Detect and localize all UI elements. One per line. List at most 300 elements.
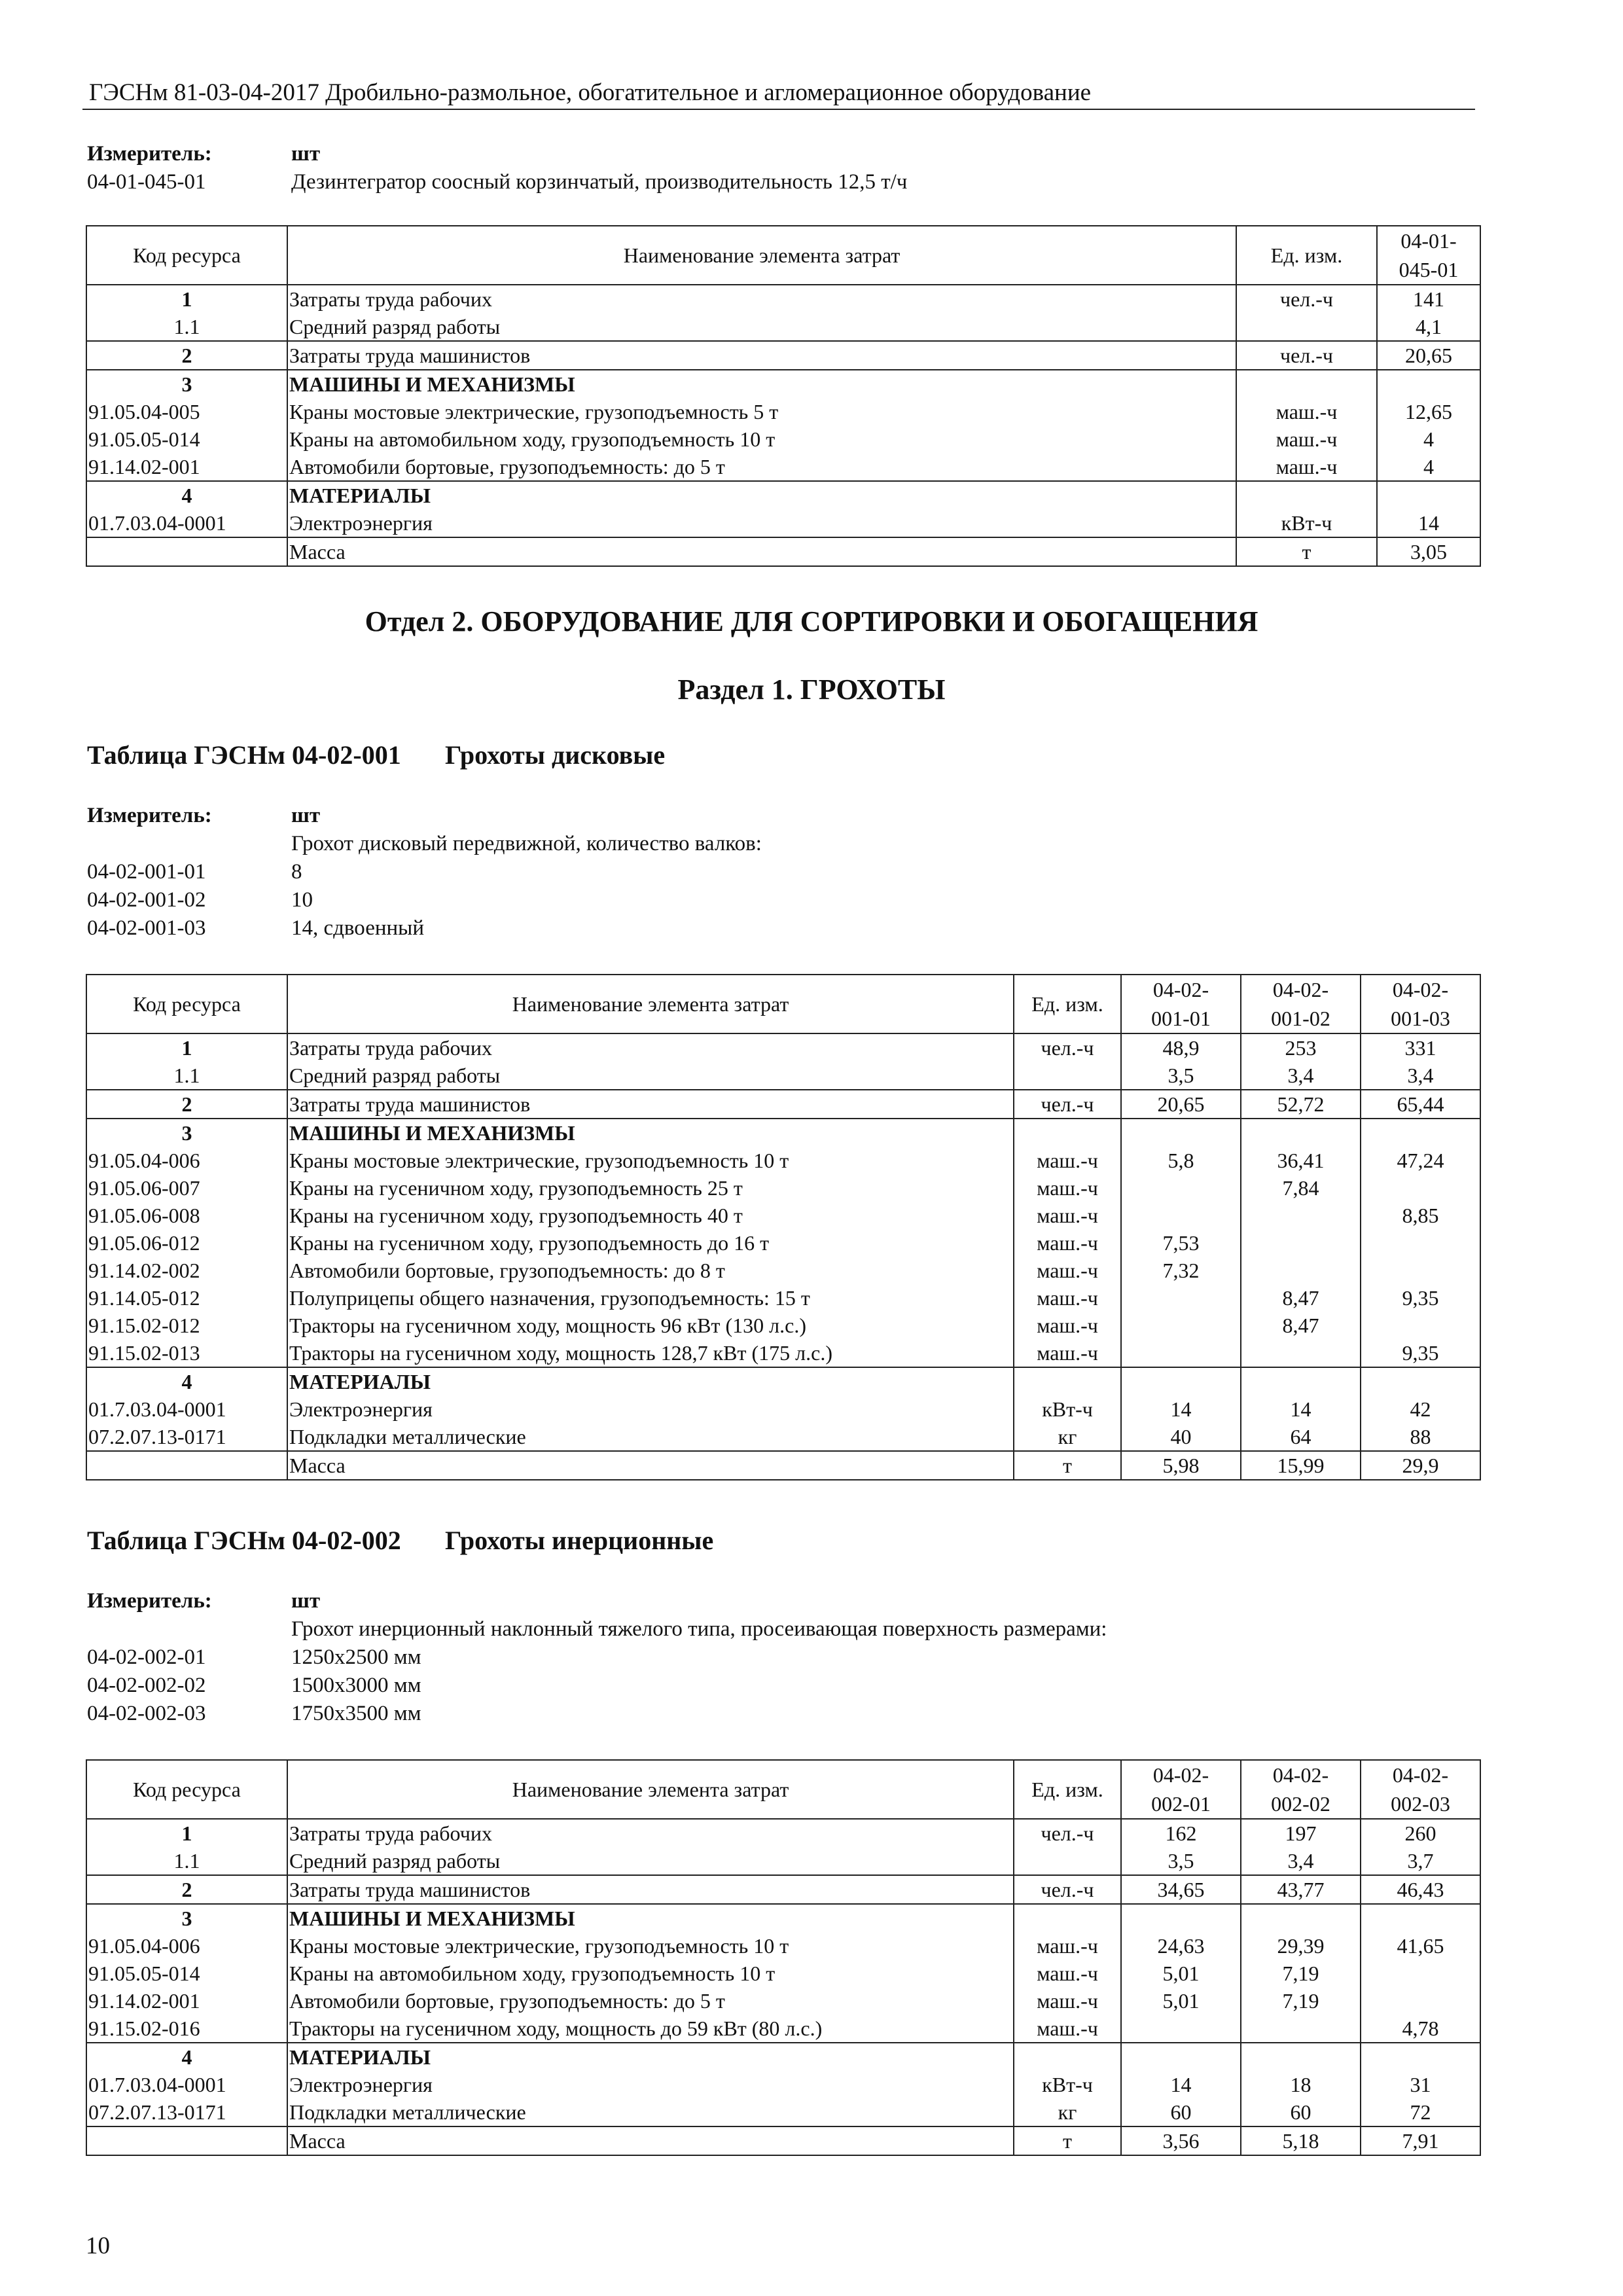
table1-heading <box>87 740 665 770</box>
row-value: 20,65 <box>1121 1090 1241 1119</box>
row-value: 24,63 <box>1121 1932 1241 1960</box>
row-unit: маш.-ч <box>1014 1257 1121 1284</box>
row-value <box>1361 1174 1480 1202</box>
table-row <box>86 313 1480 341</box>
row-value <box>1361 2043 1480 2071</box>
table-row <box>86 1932 1480 1960</box>
table-row <box>86 370 1480 398</box>
table-row <box>86 1960 1480 1987</box>
table-row <box>86 1451 1480 1480</box>
row-name: Электроэнергия <box>287 509 1236 537</box>
row-name: Электроэнергия <box>287 2071 1014 2098</box>
row-code: 3 <box>86 1904 287 1932</box>
row-code: 4 <box>86 481 287 509</box>
item-code: 04-01-045-01 <box>87 170 206 194</box>
meter-value-text: шт <box>291 142 321 166</box>
table-row <box>86 1847 1480 1875</box>
row-unit: маш.-ч <box>1014 1339 1121 1367</box>
row-value: 3,4 <box>1361 1062 1480 1090</box>
row-unit: маш.-ч <box>1014 1987 1121 2015</box>
meter-label-text: Измеритель: <box>87 142 212 166</box>
row-unit <box>1014 1367 1121 1395</box>
row-value <box>1241 1904 1361 1932</box>
row-value <box>1361 1960 1480 1987</box>
meter-value-text: шт <box>291 804 321 827</box>
row-name: Тракторы на гусеничном ходу, мощность 128,7 кВт (175 л.с.) <box>287 1339 1014 1367</box>
row-name: Автомобили бортовые, грузоподъемность: до 5 т <box>287 1987 1014 2015</box>
row-code: 91.14.05-012 <box>86 1284 287 1312</box>
row-name: Краны на гусеничном ходу, грузоподъемность до 16 т <box>287 1229 1014 1257</box>
table-row <box>86 1819 1480 1847</box>
table-row <box>86 537 1480 566</box>
row-code: 91.05.04-006 <box>86 1147 287 1174</box>
row-value: 5,98 <box>1121 1451 1241 1480</box>
meter-label <box>87 140 212 168</box>
row-unit: кВт-ч <box>1236 509 1377 537</box>
table-header-row <box>86 226 1480 285</box>
item-text: Дезинтегратор соосный корзинчатый, производительность 12,5 т/ч <box>291 170 908 194</box>
table-header-row <box>86 1760 1480 1819</box>
col-header-unit: Ед. изм. <box>1014 975 1121 1033</box>
row-unit: чел.-ч <box>1236 285 1377 313</box>
row-name: Краны мостовые электрические, грузоподъемность 10 т <box>287 1147 1014 1174</box>
row-value: 29,9 <box>1361 1451 1480 1480</box>
block1-table <box>86 225 1481 567</box>
row-value: 5,18 <box>1241 2126 1361 2155</box>
row-value <box>1241 2043 1361 2071</box>
item-text: 1750х3500 мм <box>291 1702 421 1725</box>
row-name: Затраты труда рабочих <box>287 285 1236 313</box>
row-value: 72 <box>1361 2098 1480 2126</box>
row-unit: маш.-ч <box>1236 425 1377 453</box>
row-value: 18 <box>1241 2071 1361 2098</box>
row-value: 7,19 <box>1241 1960 1361 1987</box>
row-value: 43,77 <box>1241 1875 1361 1904</box>
row-unit: маш.-ч <box>1014 2015 1121 2043</box>
page-number: 10 <box>86 2233 110 2259</box>
table-row <box>86 1875 1480 1904</box>
table-row <box>86 481 1480 509</box>
meter-value-text: шт <box>291 1589 321 1613</box>
row-value <box>1241 1257 1361 1284</box>
row-value: 331 <box>1361 1033 1480 1062</box>
item-code: 04-02-002-02 <box>87 1674 206 1697</box>
row-value <box>1361 1257 1480 1284</box>
row-value: 7,53 <box>1121 1229 1241 1257</box>
table-row <box>86 1090 1480 1119</box>
table-row <box>86 1395 1480 1423</box>
table2-number: Таблица ГЭСНм 04-02-002 <box>87 1526 401 1555</box>
col-header-rate: 04-01- 045-01 <box>1377 226 1480 285</box>
table-row <box>86 1174 1480 1202</box>
table-row <box>86 1284 1480 1312</box>
row-value: 12,65 <box>1377 398 1480 425</box>
meter-label <box>87 802 212 830</box>
row-value: 64 <box>1241 1423 1361 1451</box>
row-value: 65,44 <box>1361 1090 1480 1119</box>
row-value <box>1361 1987 1480 2015</box>
col-header-rate: 04-02- 002-02 <box>1241 1760 1361 1819</box>
row-code: 91.05.06-012 <box>86 1229 287 1257</box>
row-unit: маш.-ч <box>1014 1312 1121 1339</box>
row-code: 91.05.04-005 <box>86 398 287 425</box>
row-code: 01.7.03.04-0001 <box>86 2071 287 2098</box>
row-name: Краны на гусеничном ходу, грузоподъемность 40 т <box>287 1202 1014 1229</box>
table-row <box>86 2126 1480 2155</box>
meter-value <box>291 802 320 830</box>
row-value <box>1241 1119 1361 1147</box>
dept-title: Отдел 2. ОБОРУДОВАНИЕ ДЛЯ СОРТИРОВКИ И ОБОГАЩЕНИЯ <box>365 605 1258 637</box>
item-text: 8 <box>291 860 302 884</box>
table-row <box>86 2015 1480 2043</box>
row-value <box>1377 370 1480 398</box>
row-value <box>1241 1367 1361 1395</box>
row-name: Краны на автомобильном ходу, грузоподъемность 10 т <box>287 1960 1014 1987</box>
row-code <box>86 2126 287 2155</box>
item-description: Грохот дисковый передвижной, количество валков: <box>291 832 762 855</box>
row-value <box>1241 2015 1361 2043</box>
row-value <box>1121 1119 1241 1147</box>
row-unit: чел.-ч <box>1236 341 1377 370</box>
row-code: 2 <box>86 341 287 370</box>
row-value: 42 <box>1361 1395 1480 1423</box>
row-code: 4 <box>86 2043 287 2071</box>
row-name: Краны на автомобильном ходу, грузоподъемность 10 т <box>287 425 1236 453</box>
row-value: 9,35 <box>1361 1284 1480 1312</box>
row-name: Тракторы на гусеничном ходу, мощность до 59 кВт (80 л.с.) <box>287 2015 1014 2043</box>
row-unit <box>1014 2043 1121 2071</box>
row-code: 91.05.05-014 <box>86 425 287 453</box>
row-value: 7,91 <box>1361 2126 1480 2155</box>
row-name: МАТЕРИАЛЫ <box>287 1367 1014 1395</box>
table2-name: Грохоты инерционные <box>445 1526 714 1555</box>
row-value: 3,05 <box>1377 537 1480 566</box>
row-code: 91.14.02-001 <box>86 453 287 481</box>
row-name: Затраты труда рабочих <box>287 1033 1014 1062</box>
row-value: 14 <box>1377 509 1480 537</box>
row-value <box>1361 1312 1480 1339</box>
row-value: 4,1 <box>1377 313 1480 341</box>
meter-label-text: Измеритель: <box>87 1589 212 1613</box>
table-row <box>86 2098 1480 2126</box>
col-header-rate: 04-02- 001-02 <box>1241 975 1361 1033</box>
row-value: 36,41 <box>1241 1147 1361 1174</box>
item-text: 14, сдвоенный <box>291 916 424 940</box>
row-value: 8,47 <box>1241 1284 1361 1312</box>
row-value: 3,5 <box>1121 1847 1241 1875</box>
row-value: 8,47 <box>1241 1312 1361 1339</box>
table-row <box>86 1367 1480 1395</box>
row-value <box>1361 1904 1480 1932</box>
row-code: 2 <box>86 1090 287 1119</box>
item-text: 1250х2500 мм <box>291 1645 421 1669</box>
row-value: 3,7 <box>1361 1847 1480 1875</box>
col-header-name: Наименование элемента затрат <box>287 975 1014 1033</box>
row-unit: кВт-ч <box>1014 1395 1121 1423</box>
table1-name: Грохоты дисковые <box>445 740 666 770</box>
row-code: 91.14.02-001 <box>86 1987 287 2015</box>
row-unit: кг <box>1014 2098 1121 2126</box>
row-value <box>1121 1312 1241 1339</box>
item-code: 04-02-001-03 <box>87 916 206 940</box>
row-code: 2 <box>86 1875 287 1904</box>
col-header-rate: 04-02- 001-03 <box>1361 975 1480 1033</box>
row-value <box>1121 1174 1241 1202</box>
row-name: Краны мостовые электрические, грузоподъемность 10 т <box>287 1932 1014 1960</box>
row-value: 253 <box>1241 1033 1361 1062</box>
row-name: Полуприцепы общего назначения, грузоподъемность: 15 т <box>287 1284 1014 1312</box>
row-value: 29,39 <box>1241 1932 1361 1960</box>
col-header-rate: 04-02- 002-01 <box>1121 1760 1241 1819</box>
row-value: 5,01 <box>1121 1960 1241 1987</box>
row-unit <box>1014 1847 1121 1875</box>
meter-label <box>87 1587 212 1615</box>
row-unit: кг <box>1014 1423 1121 1451</box>
row-code: 1 <box>86 285 287 313</box>
row-code: 1.1 <box>86 1847 287 1875</box>
table-row <box>86 1904 1480 1932</box>
row-value: 7,19 <box>1241 1987 1361 2015</box>
col-header-name: Наименование элемента затрат <box>287 226 1236 285</box>
row-unit <box>1236 313 1377 341</box>
row-name: Средний разряд работы <box>287 313 1236 341</box>
row-unit <box>1014 1904 1121 1932</box>
col-header-rate: 04-02- 001-01 <box>1121 975 1241 1033</box>
col-header-unit: Ед. изм. <box>1014 1760 1121 1819</box>
table-row <box>86 1257 1480 1284</box>
row-unit: кВт-ч <box>1014 2071 1121 2098</box>
row-code <box>86 1451 287 1480</box>
row-value <box>1121 1904 1241 1932</box>
meter-label-text: Измеритель: <box>87 804 212 827</box>
row-code: 1 <box>86 1033 287 1062</box>
table-row <box>86 1339 1480 1367</box>
row-value <box>1121 2015 1241 2043</box>
row-unit: маш.-ч <box>1014 1932 1121 1960</box>
row-name: Затраты труда рабочих <box>287 1819 1014 1847</box>
item-code: 04-02-001-02 <box>87 888 206 912</box>
row-value: 9,35 <box>1361 1339 1480 1367</box>
table-row <box>86 2043 1480 2071</box>
table2 <box>86 1759 1481 2156</box>
row-code: 4 <box>86 1367 287 1395</box>
row-name: МАТЕРИАЛЫ <box>287 2043 1014 2071</box>
table-row <box>86 1987 1480 2015</box>
row-code: 91.15.02-016 <box>86 2015 287 2043</box>
row-unit: чел.-ч <box>1014 1875 1121 1904</box>
row-unit: чел.-ч <box>1014 1033 1121 1062</box>
row-unit: т <box>1014 2126 1121 2155</box>
row-name: Средний разряд работы <box>287 1062 1014 1090</box>
row-code: 1.1 <box>86 1062 287 1090</box>
row-value: 15,99 <box>1241 1451 1361 1480</box>
row-unit: чел.-ч <box>1014 1819 1121 1847</box>
row-value: 5,8 <box>1121 1147 1241 1174</box>
row-name: Затраты труда машинистов <box>287 1090 1014 1119</box>
row-value <box>1121 1367 1241 1395</box>
col-header-rate: 04-02- 002-03 <box>1361 1760 1480 1819</box>
table-row <box>86 1033 1480 1062</box>
col-header-unit: Ед. изм. <box>1236 226 1377 285</box>
table-row <box>86 2071 1480 2098</box>
item-description: Грохот инерционный наклонный тяжелого типа, просеивающая поверхность размерами: <box>291 1617 1107 1641</box>
row-code: 91.05.06-007 <box>86 1174 287 1202</box>
row-unit: маш.-ч <box>1014 1147 1121 1174</box>
row-unit: маш.-ч <box>1014 1960 1121 1987</box>
row-name: Электроэнергия <box>287 1395 1014 1423</box>
row-value: 4 <box>1377 453 1480 481</box>
row-code: 91.05.06-008 <box>86 1202 287 1229</box>
row-code: 07.2.07.13-0171 <box>86 2098 287 2126</box>
row-value <box>1121 1202 1241 1229</box>
row-code: 1.1 <box>86 313 287 341</box>
row-code: 91.05.04-006 <box>86 1932 287 1960</box>
row-unit: маш.-ч <box>1014 1202 1121 1229</box>
table-row <box>86 1062 1480 1090</box>
row-unit: маш.-ч <box>1236 398 1377 425</box>
row-value: 8,85 <box>1361 1202 1480 1229</box>
row-unit <box>1014 1062 1121 1090</box>
row-value: 31 <box>1361 2071 1480 2098</box>
row-value <box>1121 1284 1241 1312</box>
row-value: 197 <box>1241 1819 1361 1847</box>
table-row <box>86 341 1480 370</box>
row-value <box>1361 1367 1480 1395</box>
row-code: 91.15.02-012 <box>86 1312 287 1339</box>
row-value <box>1241 1202 1361 1229</box>
row-value: 4,78 <box>1361 2015 1480 2043</box>
row-value: 4 <box>1377 425 1480 453</box>
row-value: 34,65 <box>1121 1875 1241 1904</box>
table1 <box>86 974 1481 1480</box>
row-code: 3 <box>86 370 287 398</box>
row-value: 7,32 <box>1121 1257 1241 1284</box>
row-value: 60 <box>1241 2098 1361 2126</box>
row-name: Автомобили бортовые, грузоподъемность: до 8 т <box>287 1257 1014 1284</box>
item-code: 04-02-001-01 <box>87 860 206 884</box>
row-name: Автомобили бортовые, грузоподъемность: до 5 т <box>287 453 1236 481</box>
row-value: 48,9 <box>1121 1033 1241 1062</box>
row-value: 162 <box>1121 1819 1241 1847</box>
row-value: 47,24 <box>1361 1147 1480 1174</box>
table-row <box>86 425 1480 453</box>
row-value: 14 <box>1241 1395 1361 1423</box>
row-unit: маш.-ч <box>1236 453 1377 481</box>
row-code: 91.14.02-002 <box>86 1257 287 1284</box>
row-code: 01.7.03.04-0001 <box>86 1395 287 1423</box>
table-row <box>86 1147 1480 1174</box>
row-name: Масса <box>287 537 1236 566</box>
row-code: 3 <box>86 1119 287 1147</box>
row-value: 260 <box>1361 1819 1480 1847</box>
row-value: 5,01 <box>1121 1987 1241 2015</box>
table-header-row <box>86 975 1480 1033</box>
document-header-title: ГЭСНм 81-03-04-2017 Дробильно-размольное, обогатительное и агломерационное оборудование <box>89 79 1092 106</box>
row-value: 14 <box>1121 2071 1241 2098</box>
section-title: Раздел 1. ГРОХОТЫ <box>677 673 946 706</box>
row-value: 3,56 <box>1121 2126 1241 2155</box>
row-code <box>86 537 287 566</box>
row-value <box>1121 2043 1241 2071</box>
col-header-code: Код ресурса <box>86 1760 287 1819</box>
row-code: 91.05.05-014 <box>86 1960 287 1987</box>
row-name: МАШИНЫ И МЕХАНИЗМЫ <box>287 370 1236 398</box>
row-name: Подкладки металлические <box>287 1423 1014 1451</box>
row-value <box>1361 1229 1480 1257</box>
table-row <box>86 1119 1480 1147</box>
item-code: 04-02-002-01 <box>87 1645 206 1669</box>
row-name: Тракторы на гусеничном ходу, мощность 96 кВт (130 л.с.) <box>287 1312 1014 1339</box>
table1-number: Таблица ГЭСНм 04-02-001 <box>87 740 401 770</box>
row-name: МАШИНЫ И МЕХАНИЗМЫ <box>287 1119 1014 1147</box>
row-name: Средний разряд работы <box>287 1847 1014 1875</box>
row-name: Подкладки металлические <box>287 2098 1014 2126</box>
row-value <box>1377 481 1480 509</box>
item-text: 10 <box>291 888 313 912</box>
table-row <box>86 285 1480 313</box>
row-unit <box>1236 370 1377 398</box>
row-value: 3,4 <box>1241 1847 1361 1875</box>
row-value: 3,4 <box>1241 1062 1361 1090</box>
table2-heading <box>87 1525 713 1556</box>
row-unit <box>1236 481 1377 509</box>
meter-value <box>291 140 320 168</box>
row-unit: маш.-ч <box>1014 1229 1121 1257</box>
table-row <box>86 1312 1480 1339</box>
row-value: 88 <box>1361 1423 1480 1451</box>
row-name: Затраты труда машинистов <box>287 1875 1014 1904</box>
row-unit <box>1014 1119 1121 1147</box>
row-unit: маш.-ч <box>1014 1174 1121 1202</box>
table-row <box>86 398 1480 425</box>
row-value: 14 <box>1121 1395 1241 1423</box>
row-unit: т <box>1236 537 1377 566</box>
row-name: Масса <box>287 1451 1014 1480</box>
table-row <box>86 453 1480 481</box>
row-name: Краны на гусеничном ходу, грузоподъемность 25 т <box>287 1174 1014 1202</box>
table-row <box>86 1423 1480 1451</box>
table-row <box>86 1229 1480 1257</box>
row-value <box>1361 1119 1480 1147</box>
row-value <box>1121 1339 1241 1367</box>
row-value <box>1241 1339 1361 1367</box>
row-name: Масса <box>287 2126 1014 2155</box>
table-row <box>86 1202 1480 1229</box>
row-value: 41,65 <box>1361 1932 1480 1960</box>
row-value: 7,84 <box>1241 1174 1361 1202</box>
row-name: МАТЕРИАЛЫ <box>287 481 1236 509</box>
row-code: 91.15.02-013 <box>86 1339 287 1367</box>
row-value <box>1241 1229 1361 1257</box>
row-value: 52,72 <box>1241 1090 1361 1119</box>
row-value: 141 <box>1377 285 1480 313</box>
row-unit: чел.-ч <box>1014 1090 1121 1119</box>
row-value: 3,5 <box>1121 1062 1241 1090</box>
row-unit: маш.-ч <box>1014 1284 1121 1312</box>
item-text: 1500х3000 мм <box>291 1674 421 1697</box>
row-name: Краны мостовые электрические, грузоподъемность 5 т <box>287 398 1236 425</box>
row-value: 46,43 <box>1361 1875 1480 1904</box>
row-value: 40 <box>1121 1423 1241 1451</box>
row-unit: т <box>1014 1451 1121 1480</box>
row-code: 07.2.07.13-0171 <box>86 1423 287 1451</box>
row-code: 01.7.03.04-0001 <box>86 509 287 537</box>
row-value: 60 <box>1121 2098 1241 2126</box>
row-name: МАШИНЫ И МЕХАНИЗМЫ <box>287 1904 1014 1932</box>
header-divider <box>82 109 1475 110</box>
row-code: 1 <box>86 1819 287 1847</box>
row-name: Затраты труда машинистов <box>287 341 1236 370</box>
